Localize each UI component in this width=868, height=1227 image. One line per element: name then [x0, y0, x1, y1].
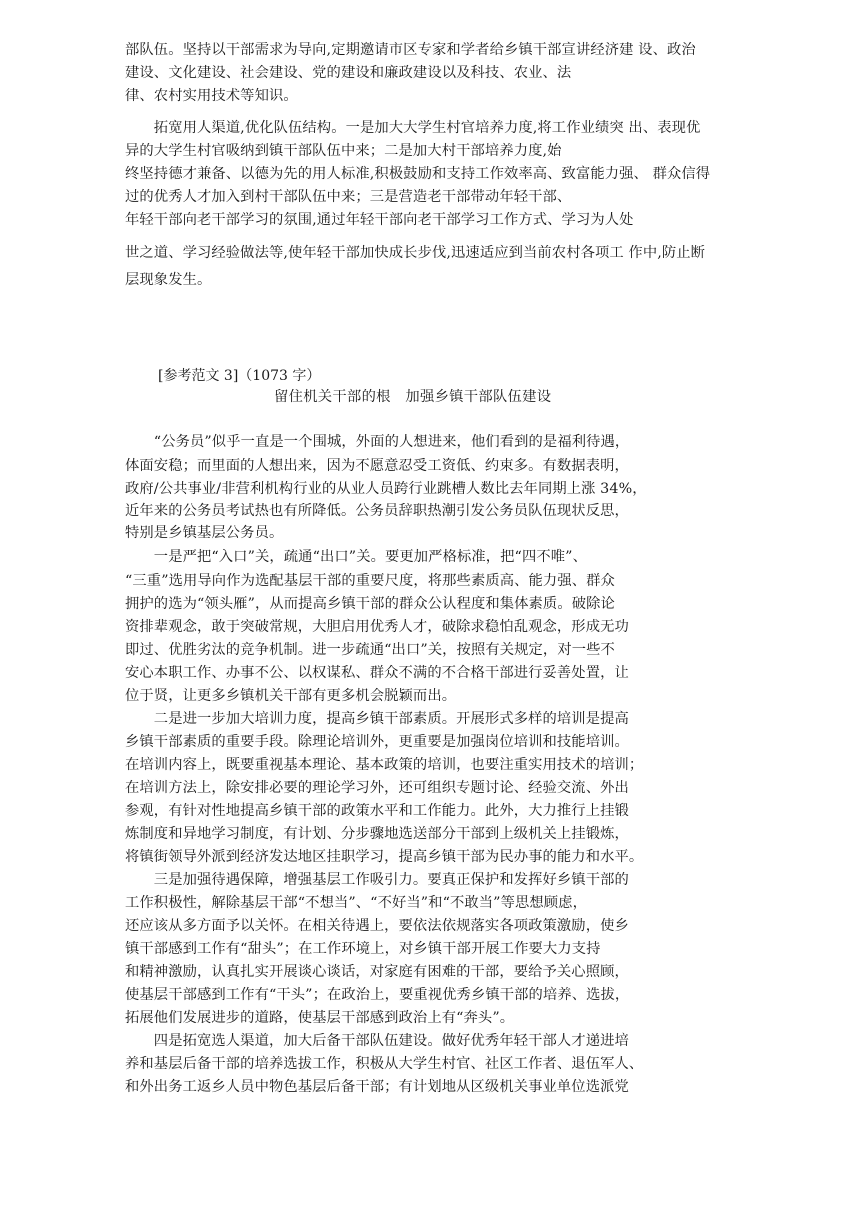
paragraph-line: 三是加强待遇保障，增强基层工作吸引力。要真正保护和发挥好乡镇干部的 [125, 872, 629, 888]
paragraph-line: 安心本职工作、办事不公、以权谋私、群众不满的不合格干部进行妥善处置，让 [125, 665, 629, 681]
paragraph-line: “公务员”似乎一直是一个围城，外面的人想进来，他们看到的是福利待遇， [125, 434, 630, 450]
paragraph-line: 层现象发生。 [125, 272, 212, 288]
paragraph-line: “三重”选用导向作为选配基层干部的重要尺度，将那些素质高、能力强、群众 [125, 573, 615, 589]
paragraph-line: 政府/公共事业/非营利机构行业的从业人员跨行业跳槽人数比去年同期上涨 34%， [125, 481, 647, 497]
paragraph-line: 乡镇干部素质的重要手段。除理论培训外，更重要是加强岗位培训和技能培训。 [125, 734, 629, 750]
paragraph-line: 拓宽用人渠道,优化队伍结构。一是加大大学生村官培养力度,将工作业绩突 出、表现优 [125, 120, 701, 136]
paragraph-line: 在培训内容上，既要重视基本理论、基本政策的培训，也要注重实用技术的培训； [125, 757, 644, 773]
paragraph-line: 即过、优胜劣汰的竞争机制。进一步疏通“出口”关，按照有关规定，对一些不 [125, 642, 615, 658]
paragraph-line: 将镇街领导外派到经济发达地区挂职学习，提高乡镇干部为民办事的能力和水平。 [125, 849, 644, 865]
paragraph-line: 还应该从多方面予以关怀。在相关待遇上，要依法依规落实各项政策激励，使乡 [125, 918, 629, 934]
paragraph-line: 体面安稳；而里面的人想出来，因为不愿意忍受工资低、约束多。有数据表明， [125, 458, 629, 474]
paragraph-line: 异的大学生村官吸纳到镇干部队伍中来；二是加大村干部培养力度,始 [125, 143, 562, 159]
paragraph-line: 律、农村实用技术等知识。 [125, 88, 298, 104]
paragraph-line: 过的优秀人才加入到村干部队伍中来；三是营造老干部带动年轻干部、 [125, 189, 572, 205]
paragraph-line: 四是拓宽选人渠道，加大后备干部队伍建设。做好优秀年轻干部人才递进培 [125, 1033, 629, 1049]
paragraph-line: 和外出务工返乡人员中物色基层后备干部；有计划地从区级机关事业单位选派党 [125, 1079, 629, 1095]
paragraph-line: 世之道、学习经验做法等,使年轻干部加快成长步伐,迅速适应到当前农村各项工 作中,防止断 [125, 245, 706, 261]
paragraph-line: 二是进一步加大培训力度，提高乡镇干部素质。开展形式多样的培训是提高 [125, 711, 629, 727]
paragraph-line: 部队伍。坚持以干部需求为导向,定期邀请市区专家和学者给乡镇干部宣讲经济建 设、政治 [125, 42, 696, 58]
paragraph-line: 资排辈观念，敢于突破常规，大胆启用优秀人才，破除求稳怕乱观念，形成无功 [125, 619, 629, 635]
paragraph-line: 终坚持德才兼备、以德为先的用人标准,积极鼓励和支持工作效率高、致富能力强、 群众信得 [125, 166, 711, 182]
paragraph-line: 镇干部感到工作有“甜头”；在工作环境上，对乡镇干部开展工作要大力支持 [125, 941, 601, 957]
paragraph-line: 使基层干部感到工作有“干头”；在政治上，要重视优秀乡镇干部的培养、选拔， [125, 987, 630, 1003]
reference-label: [参考范文 3]（1073 字） [158, 368, 321, 384]
paragraph-line: 养和基层后备干部的培养选拔工作，积极从大学生村官、社区工作者、退伍军人、 [125, 1056, 644, 1072]
paragraph-line: 拓展他们发展进步的道路，使基层干部感到政治上有“奔头”。 [125, 1010, 515, 1026]
paragraph-line: 近年来的公务员考试热也有所降低。公务员辞职热潮引发公务员队伍现状反思， [125, 503, 629, 519]
paragraph-line: 位于贤，让更多乡镇机关干部有更多机会脱颖而出。 [125, 688, 457, 704]
paragraph-line: 一是严把“入口”关，疏通“出口”关。要更加严格标准，把“四不唯”、 [125, 549, 587, 565]
paragraph-line: 拥护的选为“领头雁”，从而提高乡镇干部的群众公认程度和集体素质。破除论 [125, 596, 615, 612]
paragraph-line: 在培训方法上，除安排必要的理论学习外，还可组织专题讨论、经验交流、外出 [125, 780, 629, 796]
paragraph-line: 工作积极性，解除基层干部“不想当”、“不好当”和“不敢当”等思想顾虑， [125, 895, 587, 911]
paragraph-line: 炼制度和异地学习制度，有计划、分步骤地选送部分干部到上级机关上挂锻炼， [125, 826, 629, 842]
paragraph-line: 建设、文化建设、社会建设、党的建设和廉政建设以及科技、农业、法 [125, 65, 572, 81]
paragraph-line: 年轻干部向老干部学习的氛围,通过年轻干部向老干部学习工作方式、学习为人处 [125, 212, 634, 228]
paragraph-line: 和精神激励，认真扎实开展谈心谈话，对家庭有困难的干部，要给予关心照顾， [125, 964, 629, 980]
paragraph-line: 特别是乡镇基层公务员。 [125, 525, 284, 541]
document-title: 留住机关干部的根 加强乡镇干部队伍建设 [274, 389, 552, 405]
paragraph-line: 参观，有针对性地提高乡镇干部的政策水平和工作能力。此外，大力推行上挂锻 [125, 803, 629, 819]
